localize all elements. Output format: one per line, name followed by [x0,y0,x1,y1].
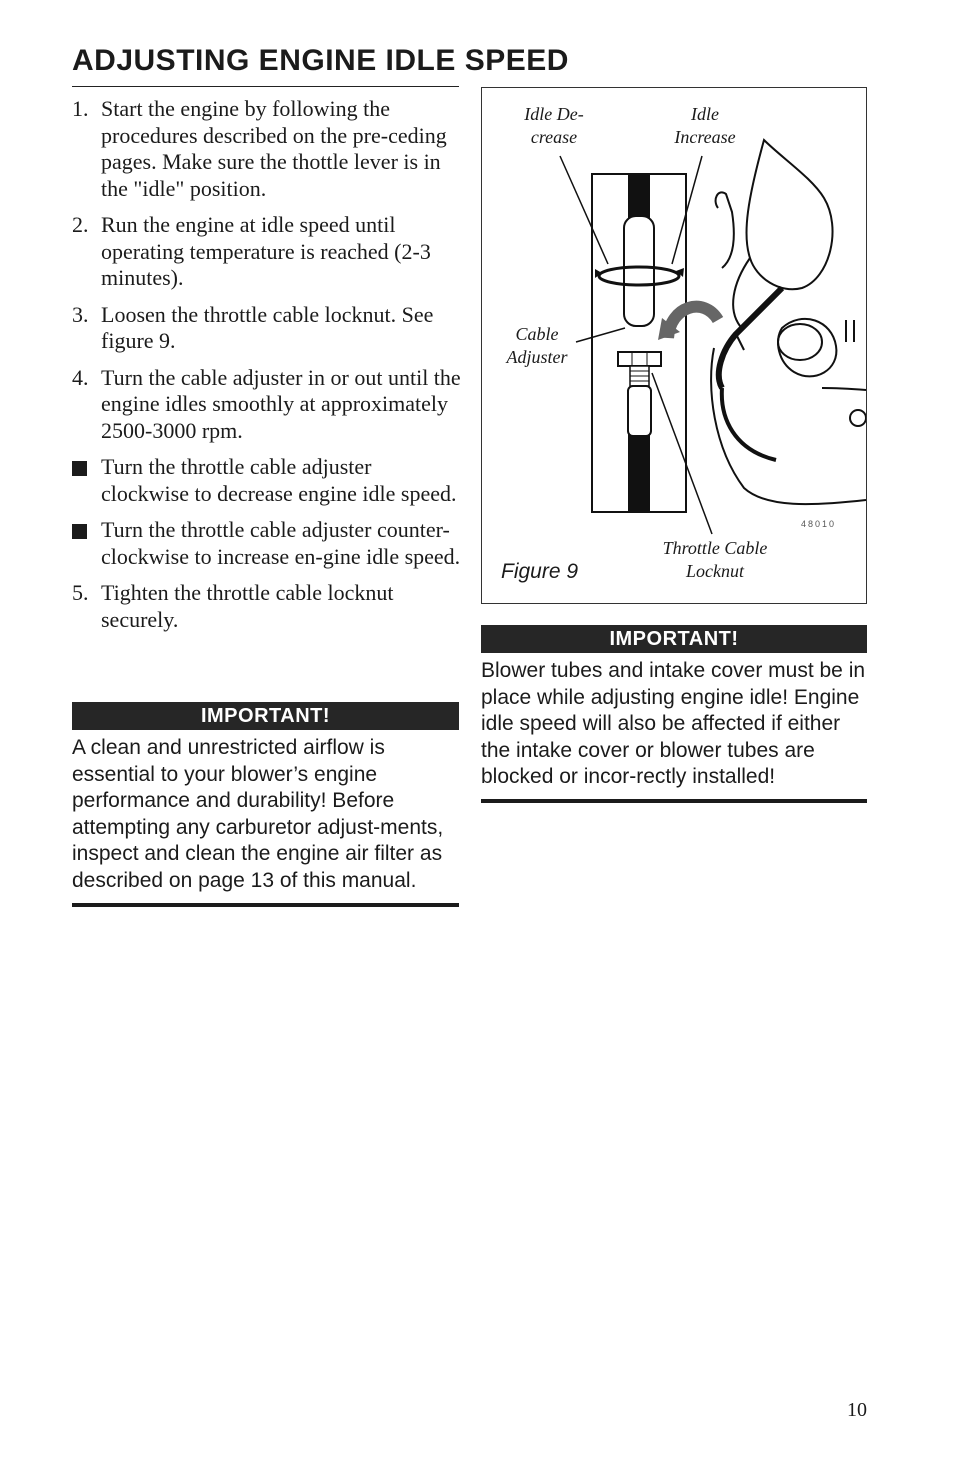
title-underline [72,86,459,87]
list-item [72,365,464,445]
divider [72,903,459,907]
list-item [72,454,464,507]
step-text: Turn the throttle cable adjuster counter-clockwise to increase en-gine idle speed. [101,517,461,569]
page-title: ADJUSTING ENGINE IDLE SPEED [72,44,569,77]
important-heading: IMPORTANT! [481,625,867,653]
important-notice-airflow [72,702,459,907]
label-line: crease [530,127,578,147]
idle-decrease-label [512,103,596,149]
step-number: 4. [72,364,89,390]
step-text: Start the engine by following the procedures described on the pre-ceding pages. Make sure the thottle lever is in the "idle" position. [101,96,447,201]
label-line: Cable [515,324,559,344]
figure-code: 48010 [801,519,837,529]
list-item [72,580,464,633]
label-line: Adjuster [506,347,568,367]
step-number: 5. [72,580,89,605]
step-text: Run the engine at idle speed until operating temperature is reached (2-3 minutes). [101,212,431,290]
important-heading: IMPORTANT! [72,702,459,730]
important-text: Blower tubes and intake cover must be in place while adjusting engine idle! Engine idle speed will also be affected if either the intake cover or blower tubes are blocked or incor-rectly installed! [481,659,866,789]
step-text: Tighten the throttle cable locknut securely. [101,580,394,632]
cable-adjuster-label [498,323,576,369]
important-notice-blower-tubes [481,625,867,803]
list-item [72,212,464,292]
label-line: Locknut [686,561,744,581]
step-number: 2. [72,212,89,237]
throttle-cable-locknut-label [650,537,780,583]
step-number: 1. [72,96,89,121]
figure-9 [481,87,867,604]
square-bullet-icon [72,461,87,476]
step-text: Turn the cable adjuster in or out until the engine idles smoothly at approximately 2500-3000 rpm. [101,364,461,443]
page-number: 10 [847,1399,867,1421]
divider [481,799,867,803]
label-line: Increase [674,127,736,147]
step-number: 3. [72,301,89,327]
label-line: Idle De- [524,104,584,124]
step-text: Turn the throttle cable adjuster clockwise to decrease engine idle speed. [101,454,457,506]
instruction-list [72,96,464,643]
step-text: Loosen the throttle cable locknut. See figure 9. [101,301,434,353]
label-line: Idle [691,104,719,124]
square-bullet-icon [72,524,87,539]
idle-increase-label [660,103,750,149]
figure-caption: Figure 9 [501,560,579,583]
list-item [72,96,464,202]
list-item [72,517,464,570]
list-item [72,302,464,355]
important-text: A clean and unrestricted airflow is essential to your blower’s engine performance and durability! Before attempting any carburetor adjust-ments, inspect and clean the engine air filter as described on page 13 of this manual. [72,736,444,892]
label-line: Throttle Cable [662,538,768,558]
